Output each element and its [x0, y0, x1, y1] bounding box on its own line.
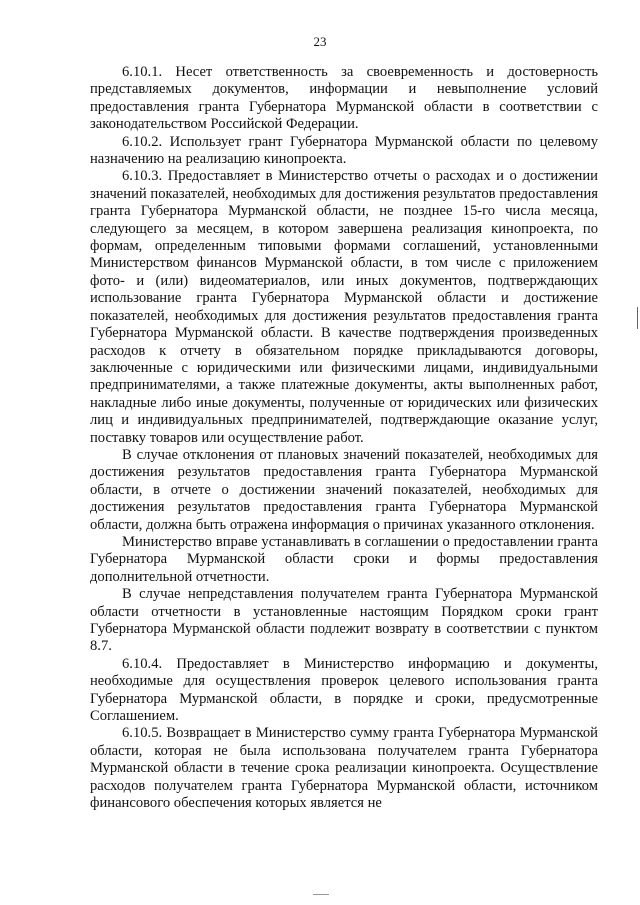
paragraph-non-submission: В случае непредставления получателем гранта Губернатора Мурманской области отчетности в установленные настоящим Порядком сроки грант Губернатора Мурманской области подлежит возврату в соответствии с пунктом 8.7. [90, 586, 598, 655]
document-body [90, 64, 598, 812]
scan-bottom-mark [313, 894, 329, 895]
scan-edge-mark [637, 307, 638, 329]
paragraph-deviation: В случае отклонения от плановых значений показателей, необходимых для достижения результатов предоставления гранта Губернатора Мурманской области, в отчете о достижении значений показателей, необходимых для достижения результатов предоставления гранта Губернатора Мурманской области, должна быть отражена информация о причинах указанного отклонения. [90, 446, 598, 533]
paragraph-6-10-1: 6.10.1. Несет ответственность за своевременность и достоверность представляемых документов, информации и невыполнение условий предоставления гранта Губернатора Мурманской области в соответствии с законодательством Российской Федерации. [90, 64, 598, 133]
paragraph-6-10-5: 6.10.5. Возвращает в Министерство сумму гранта Губернатора Мурманской области, которая не была использована получателем гранта Губернатора Мурманской области в течение срока реализации кинопроекта. Осуществление расходов получателем гранта Губернатора Мурманской области, источником финансового обеспечения которых является не [90, 725, 598, 812]
paragraph-6-10-4: 6.10.4. Предоставляет в Министерство информацию и документы, необходимые для осуществления проверок целевого использования гранта Губернатора Мурманской области, в порядке и сроки, предусмотренные Соглашением. [90, 655, 598, 725]
paragraph-additional-reporting: Министерство вправе устанавливать в соглашении о предоставлении гранта Губернатора Мурманской области сроки и формы предоставления дополнительной отчетности. [90, 533, 598, 585]
paragraph-6-10-3: 6.10.3. Предоставляет в Министерство отчеты о расходах и о достижении значений показателей, необходимых для достижения результатов предоставления гранта Губернатора Мурманской области, не позднее 15-го числа месяца, следующего за месяцем, в котором завершена реализация кинопроекта, по формам, определенным типовыми формами соглашений, установленными Министерством финансов Мурманской области, в том числе с приложением фото- и (или) видеоматериалов, или иных документов, подтверждающих использование гранта Губернатора Мурманской области и достижение показателей, необходимых для достижения результатов предоставления гранта Губернатора Мурманской области. В качестве подтверждения произведенных расходов к отчету в обязательном порядке прикладываются договоры, заключенные с юридическими или физическими лицами, индивидуальными предпринимателями, а также платежные документы, акты выполненных работ, накладные либо иные документы, полученные от юридических или физических лиц и индивидуальных предпринимателей, подтверждающие оказание услуг, поставку товаров или осуществление работ. [90, 168, 598, 446]
paragraph-6-10-2: 6.10.2. Использует грант Губернатора Мурманской области по целевому назначению на реализацию кинопроекта. [90, 133, 598, 168]
page-number: 23 [313, 34, 327, 49]
